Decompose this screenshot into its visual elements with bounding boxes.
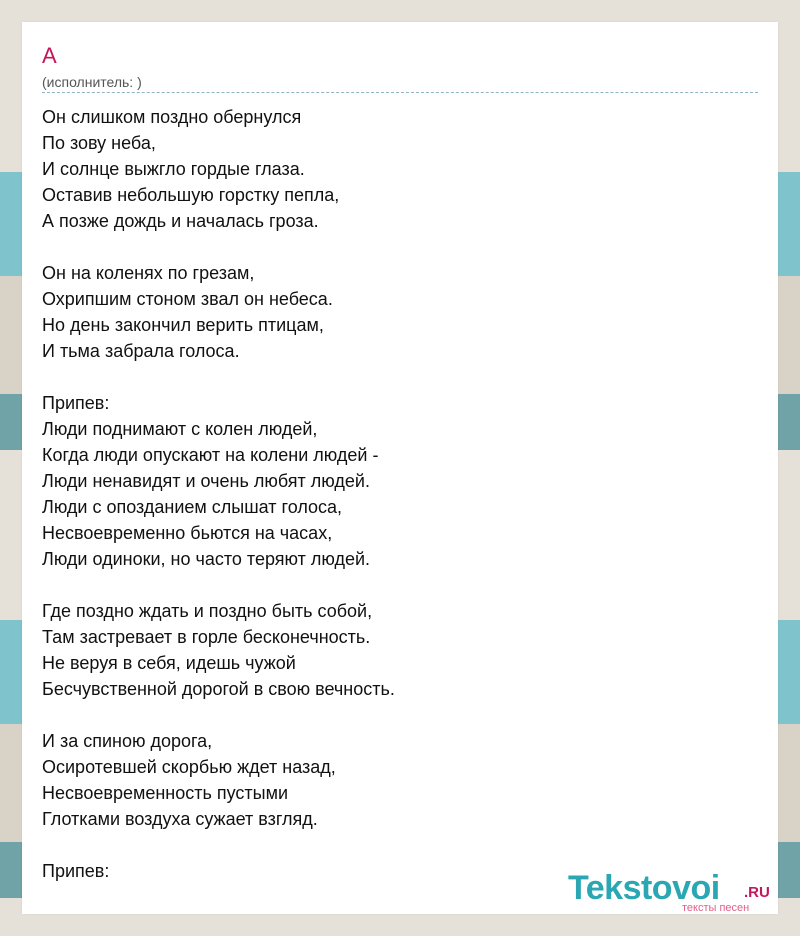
lyric-line: Люди одиноки, но часто теряют людей. xyxy=(42,549,371,569)
lyric-line: Несвоевременно бьются на часах, xyxy=(42,523,333,543)
logo-domain: .RU xyxy=(744,884,770,901)
lyric-line: Бесчувственной дорогой в свою вечность. xyxy=(42,679,395,699)
lyric-line: Оставив небольшую горстку пепла, xyxy=(42,185,340,205)
lyric-line: И солнце выжгло гордые глаза. xyxy=(42,159,305,179)
lyric-line: Люди поднимают с колен людей, xyxy=(42,419,318,439)
lyric-line: Он слишком поздно обернулся xyxy=(42,107,302,127)
title-divider xyxy=(42,92,758,93)
performer-label: (исполнитель: ) xyxy=(42,74,142,90)
lyric-line: И за спиною дорога, xyxy=(42,731,213,751)
lyric-line: Осиротевшей скорбью ждет назад, xyxy=(42,757,336,777)
logo-tagline: тексты песен xyxy=(682,902,750,914)
lyric-line: И тьма забрала голоса. xyxy=(42,341,240,361)
lyric-line: Там застревает в горле бесконечность. xyxy=(42,627,371,647)
lyrics-card xyxy=(22,22,778,914)
lyric-line: По зову неба, xyxy=(42,133,156,153)
lyric-line: А позже дождь и началась гроза. xyxy=(42,211,319,231)
lyric-line xyxy=(42,832,742,858)
lyric-line: Несвоевременность пустыми xyxy=(42,783,289,803)
lyric-line: Припев: xyxy=(42,861,110,881)
lyrics-body xyxy=(42,104,742,884)
lyric-line: Люди ненавидят и очень любят людей. xyxy=(42,471,370,491)
lyric-line: Охрипшим стоном звал он небеса. xyxy=(42,289,333,309)
lyric-line: Но день закончил верить птицам, xyxy=(42,315,324,335)
lyric-line: Где поздно ждать и поздно быть собой, xyxy=(42,601,373,621)
lyric-line: Он на коленях по грезам, xyxy=(42,263,255,283)
lyric-line: Когда люди опускают на колени людей - xyxy=(42,445,379,465)
lyric-line: Припев: xyxy=(42,393,110,413)
logo-wordmark: Tekstovoi xyxy=(568,869,720,907)
lyric-line xyxy=(42,364,742,390)
lyric-line: Люди с опозданием слышат голоса, xyxy=(42,497,343,517)
lyric-line xyxy=(42,572,742,598)
lyric-line: Глотками воздуха сужает взгляд. xyxy=(42,809,318,829)
site-logo[interactable] xyxy=(568,870,778,914)
lyric-line: Не веруя в себя, идешь чужой xyxy=(42,653,296,673)
lyric-line xyxy=(42,234,742,260)
song-title: А xyxy=(42,43,57,68)
lyric-line xyxy=(42,702,742,728)
